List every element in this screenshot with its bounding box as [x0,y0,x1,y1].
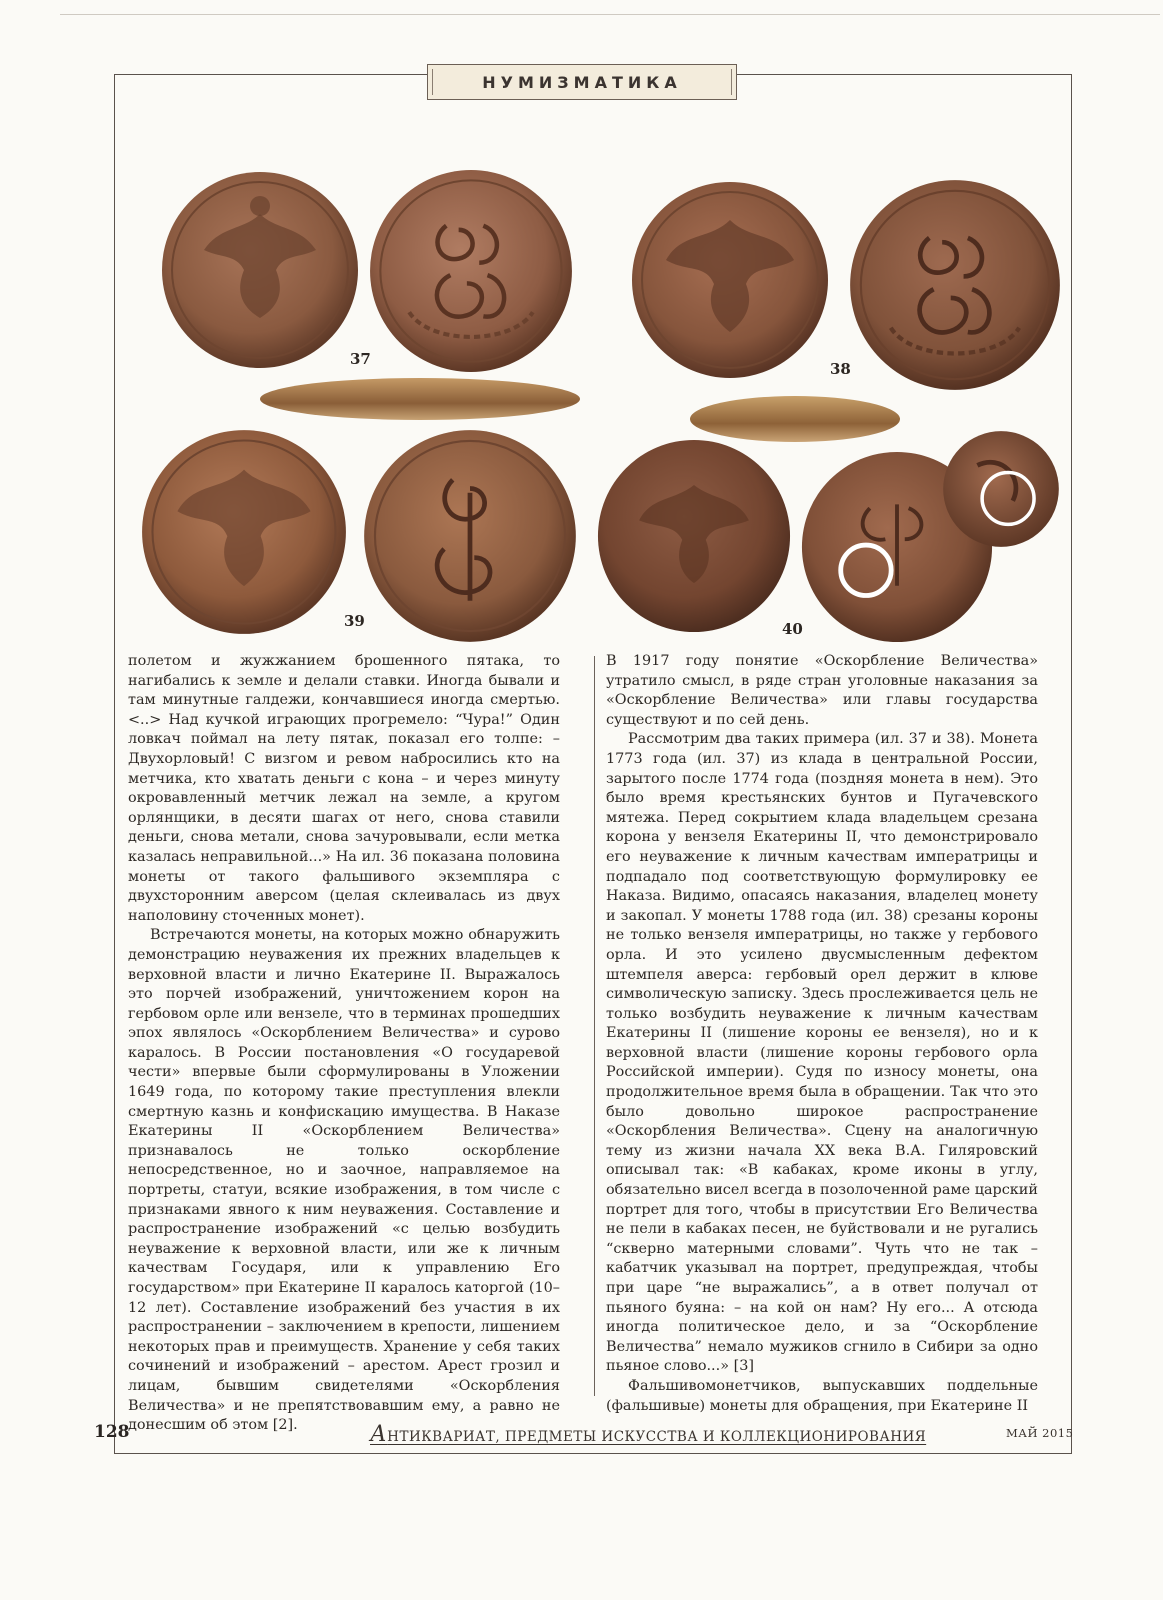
figure-number-38: 38 [830,360,851,378]
coin-37-reverse-monogram [368,168,574,374]
column-divider [594,656,595,1396]
figure-number-39: 39 [344,612,365,630]
section-title: НУМИЗМАТИКА [482,72,682,92]
page-number: 128 [94,1422,130,1442]
coin-39-edge-view [260,378,580,420]
paragraph: Рассмотрим два таких примера (ил. 37 и 38). Монета 1773 года (ил. 37) из клада в центральной России, зарытого после 1774 года (поздняя монета в нем). Это было время крестьянских бунтов и Пугачевского мятежа. Перед сокрытием клада владельцем срезана корона у вензеля Екатерины II, что демонстрировало его неуважение к личным качествам императрицы и подпадало под соответствующую формулировку ее Наказа. Видимо, опасаясь наказания, владелец монету и закопал. У монеты 1788 года (ил. 38) срезаны короны не только вензеля императрицы, но также у гербового орла. И это усилено двусмысленным дефектом штемпеля аверса: гербовый орел держит в клюве символическую записку. Здесь прослеживается цель не только возбудить неуважение к личным качествам Екатерины II (лишение короны ее вензеля), но и к верховной власти (лишение короны гербового орла Российской империи). Судя по износу монеты, она продолжительное время была в обращении. Так что это было довольно широкое распространение «Оскорбления Величества». Сцену на аналогичную тему из жизни начала XX века В.А. Гиляровский описывал так: «В кабаках, кроме иконы в углу, обязательно висел всегда в позолоченной раме царский портрет для того, чтобы в присутствии Его Величества не пели в кабаках песен, не буйствовали и не ругались “скверно матерными словами”. Чуть что не так – кабатчик указывал на портрет, предупреждая, чтобы при царе “не выражались”, а в ответ получал от пьяного буяна: – на кой он нам? Ну его... А отсюда иногда политическое дело, и за “Оскорбление Величества” немало мужиков сгнило в Сибири за одно пьяное слово...» [3] [606,731,1038,1375]
figure-number-37: 37 [350,350,371,368]
coin-38-reverse-monogram [848,178,1062,392]
paragraph: полетом и жужжанием брошенного пятака, то нагибались к земле и делали ставки. Иногда бывали и там минутные галдежи, кончавшиеся иногда смертью. <..> Над кучкой играющих прогремело: “Чура!” Один ловкач поймал на лету пятак, показал его толпе: – Двухорловый! С визгом и ревом набросились кто на метчика, кто хватать деньги с кона – и через минуту окровавленный метчик лежал на земле, а кругом орлянщики, в десяти шагах от него, снова ставили деньги, снова метали, снова зачуровывали, если метка казалась неправильной...» На ил. 36 показана половина монеты от такого фальшивого экземпляра с двухсторонним аверсом (целая склеивалась из двух наполовину сточенных монет). [128,653,560,924]
coin-39-obverse-eagle [140,428,348,636]
figure-number-40: 40 [782,620,803,638]
coin-40-obverse-eagle [596,438,792,634]
paragraph: Встречаются монеты, на которых можно обнаружить демонстрацию неуважения их прежних владельцев к верховной власти и лично Екатерине II. Выражалось это порчей изображений, уничтожением корон на гербовом орле или вензеле, что в терминах прошедших эпох являлось «Оскорблением Величества» и сурово каралось. В России постановления «О государевой чести» впервые были сформулированы в Уложении 1649 года, по которому такие преступления влекли смертную казнь и конфискацию имущества. В Наказе Екатерины II «Оскорблением Величества» признавалось не только оскорбление непосредственное, но и заочное, направляемое на портреты, статуи, всякие изображения, в том числе с признаками явного к ним неуважения. Составление и распространение изображений «с целью возбудить неуважение к верховной власти, или же к личным качествам Государя, или к управлению Его государством» при Екатерине II каралось каторгой (10–12 лет). Составление изображений без участия в их распространении – заключением в крепости, лишением некоторых прав и преимуществ. Хранение у себя таких сочинений и изображений – арестом. Арест грозил и лицам, бывшим свидетелями «Оскорбления Величества» и не препятствовавшим ему, а равно не донесшим об этом [2]. [128,927,560,1434]
magazine-title-initial: А [370,1422,388,1447]
paragraph: Фальшивомонетчиков, выпускавших поддельные (фальшивые) монеты для обращения, при Екатерине II [606,1377,1038,1414]
magazine-title [370,1422,926,1447]
magazine-title-rest: НТИКВАРИАТ, ПРЕДМЕТЫ ИСКУССТВА И КОЛЛЕКЦИОНИРОВАНИЯ [387,1429,927,1445]
scan-edge-line [60,14,1160,15]
coin-illustrations [130,160,1070,660]
paragraph: В 1917 году понятие «Оскорбление Величества» утратило смысл, в ряде стран уголовные наказания за «Оскорбление Величества» или главы государства существуют и по сей день. [606,653,1038,728]
coin-37-obverse-eagle [160,170,360,370]
coin-40-detail-closeup [942,430,1060,548]
left-column [128,652,560,1436]
right-column [606,652,1038,1416]
section-header [427,64,737,100]
coin-38-obverse-eagle [630,180,830,380]
coin-40-edge-view [690,396,900,442]
issue-date: МАЙ 2015 [1006,1426,1074,1440]
coin-39-reverse-monogram [362,428,578,644]
